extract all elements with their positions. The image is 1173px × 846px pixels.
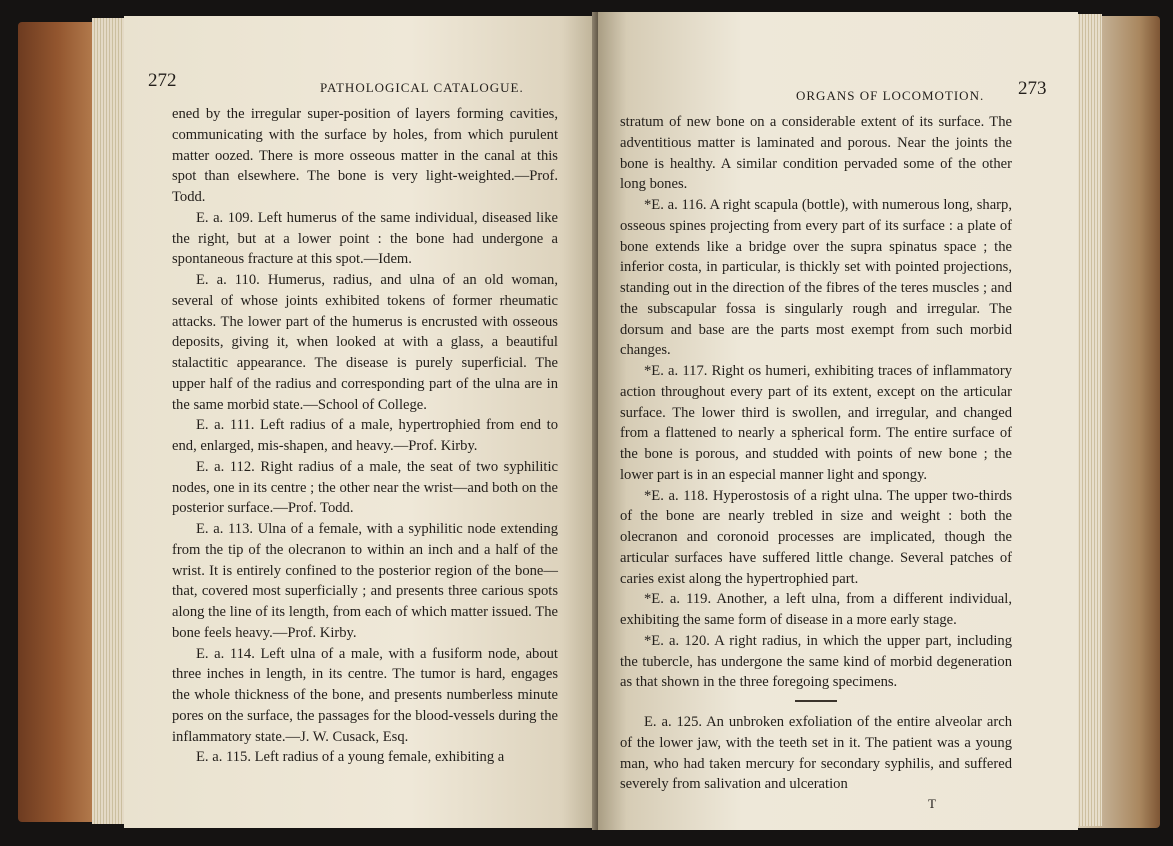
paragraph: *E. a. 119. Another, a left ulna, from a different individual, exhibiting the same form of disease in a more early stage. (620, 591, 1012, 628)
section-rule (795, 700, 837, 702)
paragraph: E. a. 114. Left ulna of a male, with a fusiform node, about three inches in length, in its centre. The tumor is hard, engages the whole thickness of the bone, and presents numberless minute pores on the surface, the passages for the blood-vessels during the inflammatory state.—J. W. Cusack, Esq. (172, 645, 558, 745)
paragraph: E. a. 113. Ulna of a female, with a syphilitic node extending from the tip of the olecranon to within an inch and a half of the wrist. It is entirely confined to the posterior region of the bone—that, covered most superficially ; and presents three carious spots along the line of its length, from each of which matter issued. The bone feels heavy.—Prof. Kirby. (172, 521, 558, 641)
page-number-left: 272 (148, 70, 177, 91)
paragraph: *E. a. 117. Right os humeri, exhibiting traces of inflammatory action throughout every part of its extent, except on the articular surface. The lower third is swollen, and irregular, and changed from a flattened to nearly a spherical form. The entire surface of the bone is porous, and studded with points of new bone ; the lower part is in an especial manner light and spongy. (620, 363, 1012, 483)
paragraph: *E. a. 120. A right radius, in which the upper part, including the tubercle, has undergone the same kind of morbid degeneration as that shown in the three foregoing specimens. (620, 632, 1012, 691)
left-page (124, 16, 600, 828)
paragraph: E. a. 111. Left radius of a male, hypertrophied from end to end, enlarged, mis-shapen, and heavy.—Prof. Kirby. (172, 417, 558, 454)
paragraph: stratum of new bone on a considerable extent of its surface. The adventitious matter is laminated and porous. Near the joints the bone is healthy. A similar condition pervaded some of the other long bones. (620, 114, 1012, 193)
paragraph: E. a. 125. An unbroken exfoliation of the entire alveolar arch of the lower jaw, with the teeth set in it. The patient was a young man, who had taken mercury for secondary syphilis, and suffered severely from salivation and ulceration (620, 714, 1012, 793)
paragraph: *E. a. 116. A right scapula (bottle), with numerous long, sharp, osseous spines projecting from every part of its surface : a plate of bone extends like a bridge over the supra spinatus space ; the inferior costa, in particular, is thickly set with pointed projections, standing out in the direction of the fibres of the teres muscles ; and the subscapular fossa is singularly rough and irregular. The dorsum and base are the parts most exempt from such morbid changes. (620, 197, 1012, 359)
left-page-text (172, 104, 558, 768)
paragraph: ened by the irregular super-position of layers forming cavities, communicating with the surface by holes, from which purulent matter oozed. There is more osseous matter in the canal at this spot than elsewhere. The bone is very light-weighted.—Prof. Todd. (172, 106, 558, 205)
paragraph: E. a. 112. Right radius of a male, the seat of two syphilitic nodes, one in its centre ; the other near the wrist—and both on the posterior surface.—Prof. Todd. (172, 458, 558, 517)
page-number-right: 273 (1018, 78, 1047, 99)
paragraph: E. a. 115. Left radius of a young female, exhibiting a (196, 749, 505, 766)
running-head-left: PATHOLOGICAL CATALOGUE. (320, 80, 524, 95)
paragraph: E. a. 110. Humerus, radius, and ulna of an old woman, several of whose joints exhibited tokens of former rheumatic attacks. The lower part of the humerus is encrusted with osseous deposits, giving it, when looked at with a glass, a beautiful stalactitic appearance. The disease is purely superficial. The upper half of the radius and corresponding part of the ulna are in the same morbid state.—School of College. (172, 272, 558, 413)
running-head-right: ORGANS OF LOCOMOTION. (796, 88, 985, 103)
signature-mark: T (928, 796, 936, 811)
paragraph: E. a. 109. Left humerus of the same individual, diseased like the right, but at a lower point : the bone had undergone a spontaneous fracture at this spot.—Idem. (172, 209, 558, 268)
paragraph: *E. a. 118. Hyperostosis of a right ulna. The upper two-thirds of the bone are nearly trebled in size and weight : both the olecranon and coronoid processes are implicated, though the articular surfaces have suffered little change. Several patches of caries exist along the hypertrophied part. (620, 487, 1012, 587)
right-page-text (620, 112, 1012, 795)
right-page (598, 12, 1078, 830)
